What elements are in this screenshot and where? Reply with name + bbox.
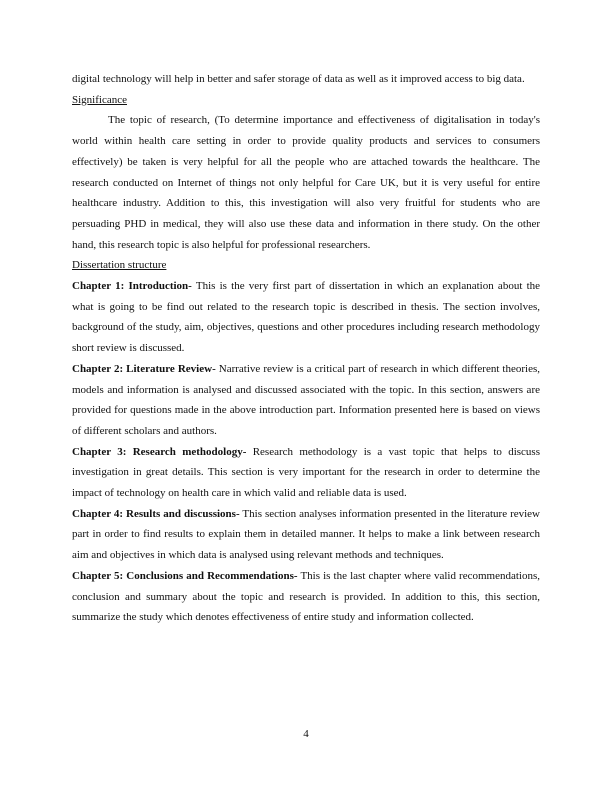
chapter-5-title: Chapter 5: Conclusions and Recommendations- <box>72 569 298 582</box>
chapter-1-paragraph <box>72 276 540 359</box>
chapter-3-paragraph <box>72 442 540 504</box>
chapter-5-text: This is the last chapter where valid recommendations, conclusion and summary about the topic and research is provided. In addition to this, this section, summarize the study which denotes effectiveness of entire study and information collected. <box>72 569 540 624</box>
chapter-4-paragraph <box>72 504 540 566</box>
chapter-3-text: Research methodology is a vast topic that helps to discuss investigation in great details. This section is very important for the research in order to determine the impact of technology on health care in which valid and reliable data is used. <box>72 445 540 500</box>
page-number: 4 <box>303 728 309 740</box>
chapter-4-title: Chapter 4: Results and discussions- <box>72 507 240 520</box>
chapter-3-title: Chapter 3: Research methodology- <box>72 445 247 458</box>
chapter-1-title: Chapter 1: Introduction- <box>72 280 192 293</box>
intro-continuation: digital technology will help in better and safer storage of data as well as it improved access to big data. <box>72 73 525 85</box>
chapter-1-text: This is the very first part of dissertation in which an explanation about the what is going to be find out related to the research topic is described in thesis. The section involves, background of the study, aim, objectives, questions and other procedures including research methodology short review is discussed. <box>72 280 541 355</box>
chapter-2-title: Chapter 2: Literature Review- <box>72 362 216 375</box>
dissertation-structure-heading: Dissertation structure <box>72 259 167 272</box>
significance-paragraph: The topic of research, (To determine importance and effectiveness of digitalisation in today's world within health care setting in order to provide quality products and services to consumers effectively) be taken is very helpful for all the people who are attached towards the healthcare. The research conducted on Internet of things not only helpful for Care UK, but it is very useful for entire healthcare industry. Addition to this, this investigation will also very fruitful for students who are persuading PHD in medical, they will also use these data and information in there study. On the other hand, this research topic is also helpful for professional researchers. <box>72 114 540 251</box>
chapter-2-paragraph <box>72 359 540 442</box>
chapter-2-text: Narrative review is a critical part of research in which different theories, models and information is analysed and discussed associated with the topic. In this section, answers are provided for questions made in the above introduction part. Information presented here is based on views of different scholars and authors. <box>72 362 540 437</box>
chapter-5-paragraph <box>72 566 540 628</box>
chapter-4-text: This section analyses information presented in the literature review part in order to find results to explain them in detailed manner. It helps to make a link between research aim and objectives in which data is analysed using relevant methods and techniques. <box>72 507 540 562</box>
significance-heading: Significance <box>72 93 127 106</box>
